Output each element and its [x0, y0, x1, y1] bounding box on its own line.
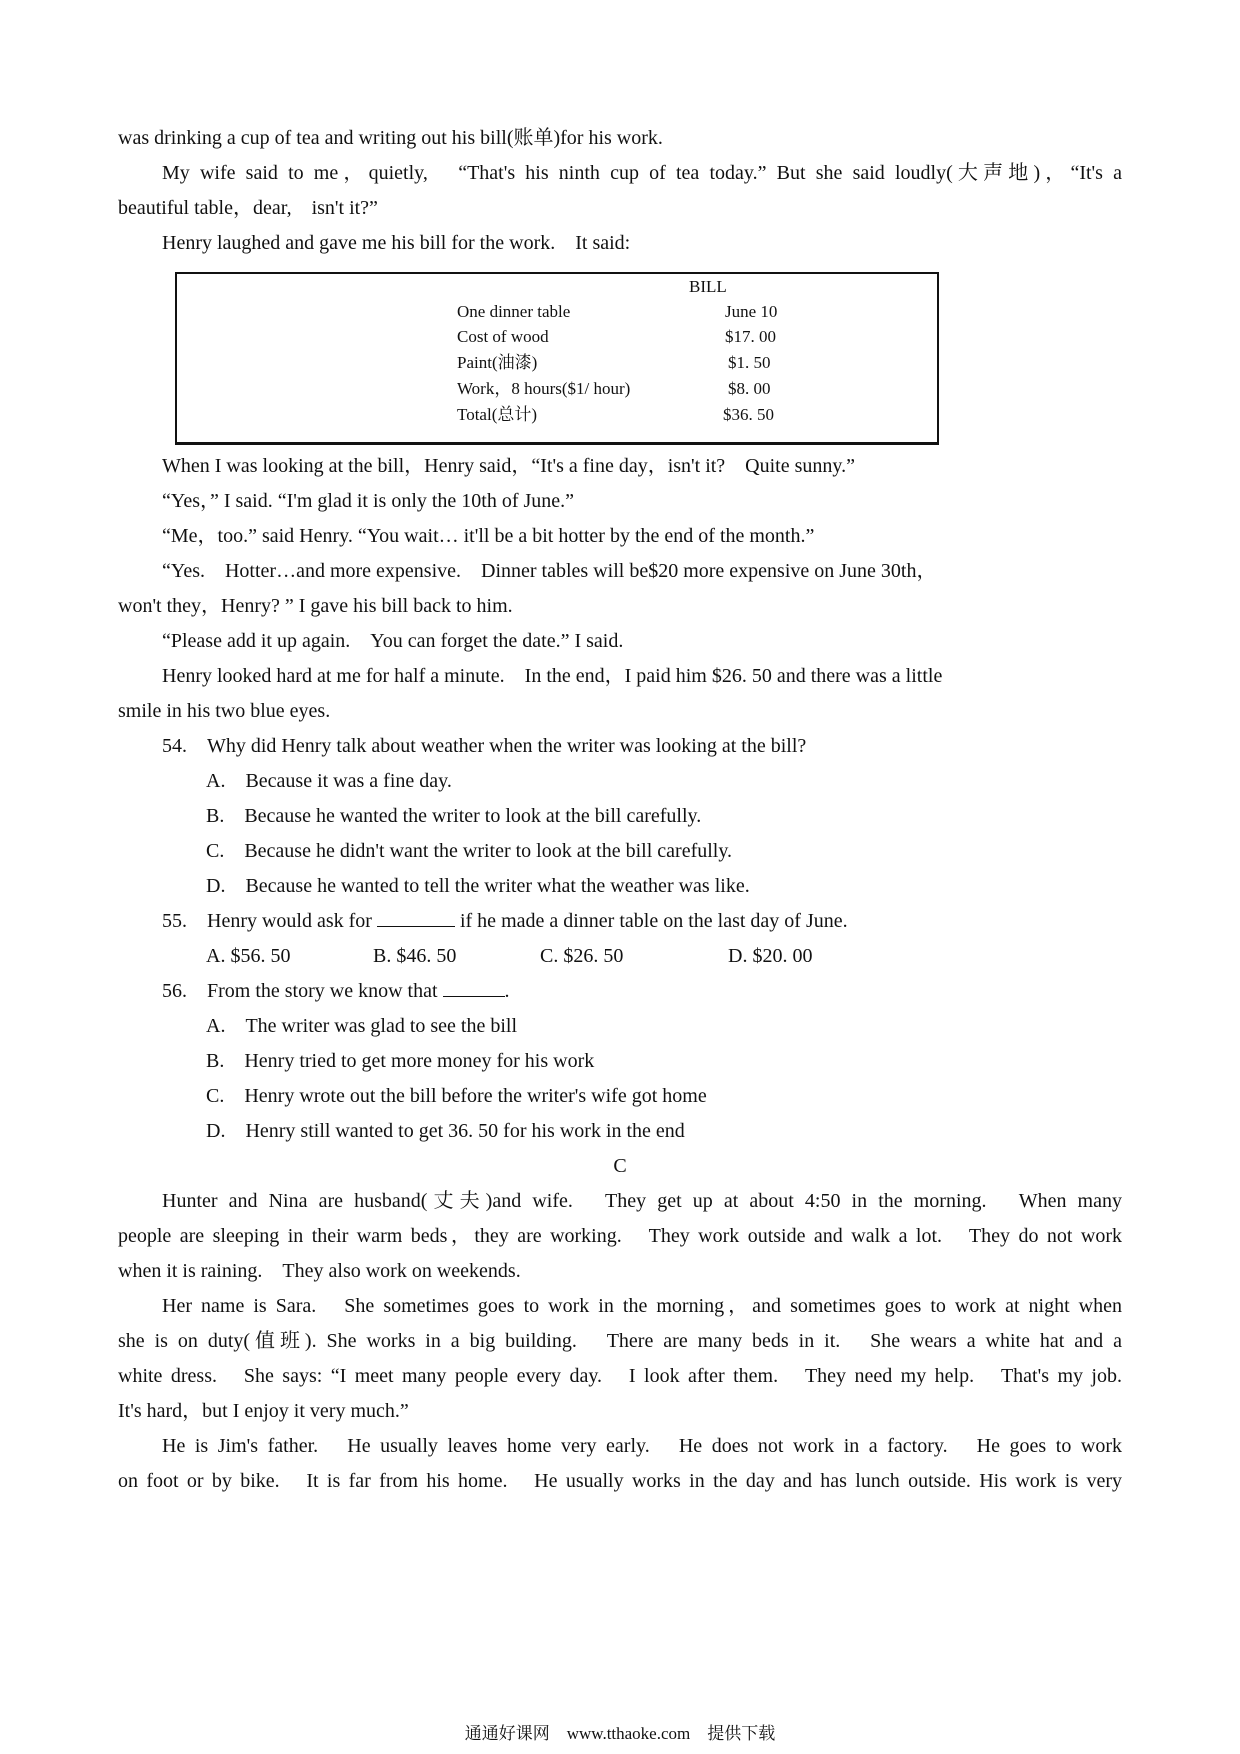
- passage-line: “Please add it up again. You can forget the date.” I said.: [162, 630, 624, 652]
- bill-value: $36. 50: [723, 405, 774, 424]
- question-56-stem: [162, 977, 510, 1005]
- question-55-option-c: C. $26. 50: [540, 945, 624, 967]
- question-56-option-d: D. Henry still wanted to get 36. 50 for his work in the end: [206, 1120, 685, 1142]
- question-54-option-c: C. Because he didn't want the writer to look at the bill carefully.: [206, 840, 733, 862]
- question-56-stem-start: 56. From the story we know that: [162, 980, 443, 1002]
- passage-line: was drinking a cup of tea and writing out his bill(账单)for his work.: [118, 127, 663, 149]
- question-56-option-c: C. Henry wrote out the bill before the writer's wife got home: [206, 1085, 707, 1107]
- question-54-stem: 54. Why did Henry talk about weather when the writer was looking at the bill?: [162, 735, 807, 757]
- bill-item: Total(总计): [457, 405, 538, 424]
- passage-line: It's hard，but I enjoy it very much.”: [118, 1400, 409, 1422]
- passage-line: “Yes. Hotter…and more expensive. Dinner tables will be$20 more expensive on June 30th，: [162, 560, 937, 582]
- passage-line: people are sleeping in their warm beds，they are working. They work outside and walk a lot. They do not work: [118, 1225, 1122, 1247]
- question-55-option-b: B. $46. 50: [373, 945, 457, 967]
- passage-line: on foot or by bike. It is far from his home. He usually works in the day and has lunch outside. His work is very: [118, 1470, 1122, 1492]
- question-55-stem-start: 55. Henry would ask for: [162, 910, 377, 932]
- bill-value: June 10: [725, 302, 778, 321]
- bill-item: Work，8 hours($1/ hour): [457, 379, 631, 398]
- question-56-option-a: A. The writer was glad to see the bill: [206, 1015, 518, 1037]
- bill-value: $1. 50: [728, 353, 771, 372]
- passage-line: white dress. She says: “I meet many people every day. I look after them. They need my help. That's my job.: [118, 1365, 1122, 1387]
- question-54-option-b: B. Because he wanted the writer to look at the bill carefully.: [206, 805, 702, 827]
- passage-line: He is Jim's father. He usually leaves home very early. He does not work in a factory. He goes to work: [162, 1435, 1122, 1457]
- passage-line: smile in his two blue eyes.: [118, 700, 331, 722]
- passage-line: beautiful table，dear, isn't it?”: [118, 197, 378, 219]
- passage-line: won't they，Henry? ” I gave his bill back to him.: [118, 595, 513, 617]
- question-55-stem-end: if he made a dinner table on the last day of June.: [454, 910, 848, 932]
- passage-line: My wife said to me，quietly, “That's his ninth cup of tea today.” But she said loudly(大声地)，“It's a: [162, 162, 1122, 184]
- passage-line: “Yes，” I said. “I'm glad it is only the 10th of June.”: [162, 490, 575, 512]
- passage-line: she is on duty(值班). She works in a big building. There are many beds in it. She wears a white hat and a: [118, 1330, 1122, 1352]
- question-55-option-a: A. $56. 50: [206, 945, 291, 967]
- passage-line: Henry laughed and gave me his bill for the work. It said:: [162, 232, 631, 254]
- question-55-stem: [162, 907, 848, 935]
- question-56-option-b: B. Henry tried to get more money for his work: [206, 1050, 595, 1072]
- bill-table: [175, 272, 939, 445]
- passage-line: “Me，too.” said Henry. “You wait… it'll be a bit hotter by the end of the month.”: [162, 525, 815, 547]
- answer-blank: [377, 908, 455, 927]
- bill-item: One dinner table: [457, 302, 571, 321]
- bill-item: Cost of wood: [457, 327, 549, 346]
- passage-line: Her name is Sara. She sometimes goes to work in the morning，and sometimes goes to work at night when: [162, 1295, 1122, 1317]
- page-footer: 通通好课网 www.tthaoke.com 提供下载: [464, 1724, 776, 1743]
- passage-line: When I was looking at the bill，Henry said，“It's a fine day，isn't it? Quite sunny.”: [162, 455, 855, 477]
- bill-title: BILL: [689, 277, 727, 296]
- question-56-stem-end: .: [504, 980, 510, 1002]
- passage-line: when it is raining. They also work on weekends.: [118, 1260, 521, 1282]
- section-heading: C: [613, 1155, 627, 1177]
- question-54-option-a: A. Because it was a fine day.: [206, 770, 452, 792]
- passage-line: Hunter and Nina are husband(丈夫)and wife. They get up at about 4:50 in the morning. When many: [162, 1190, 1122, 1212]
- question-55-option-d: D. $20. 00: [728, 945, 813, 967]
- passage-line: Henry looked hard at me for half a minute. In the end，I paid him $26. 50 and there was a little: [162, 665, 943, 687]
- bill-value: $8. 00: [728, 379, 771, 398]
- question-54-option-d: D. Because he wanted to tell the writer what the weather was like.: [206, 875, 750, 897]
- bill-value: $17. 00: [725, 327, 776, 346]
- bill-item: Paint(油漆): [457, 353, 538, 372]
- answer-blank: [443, 978, 505, 997]
